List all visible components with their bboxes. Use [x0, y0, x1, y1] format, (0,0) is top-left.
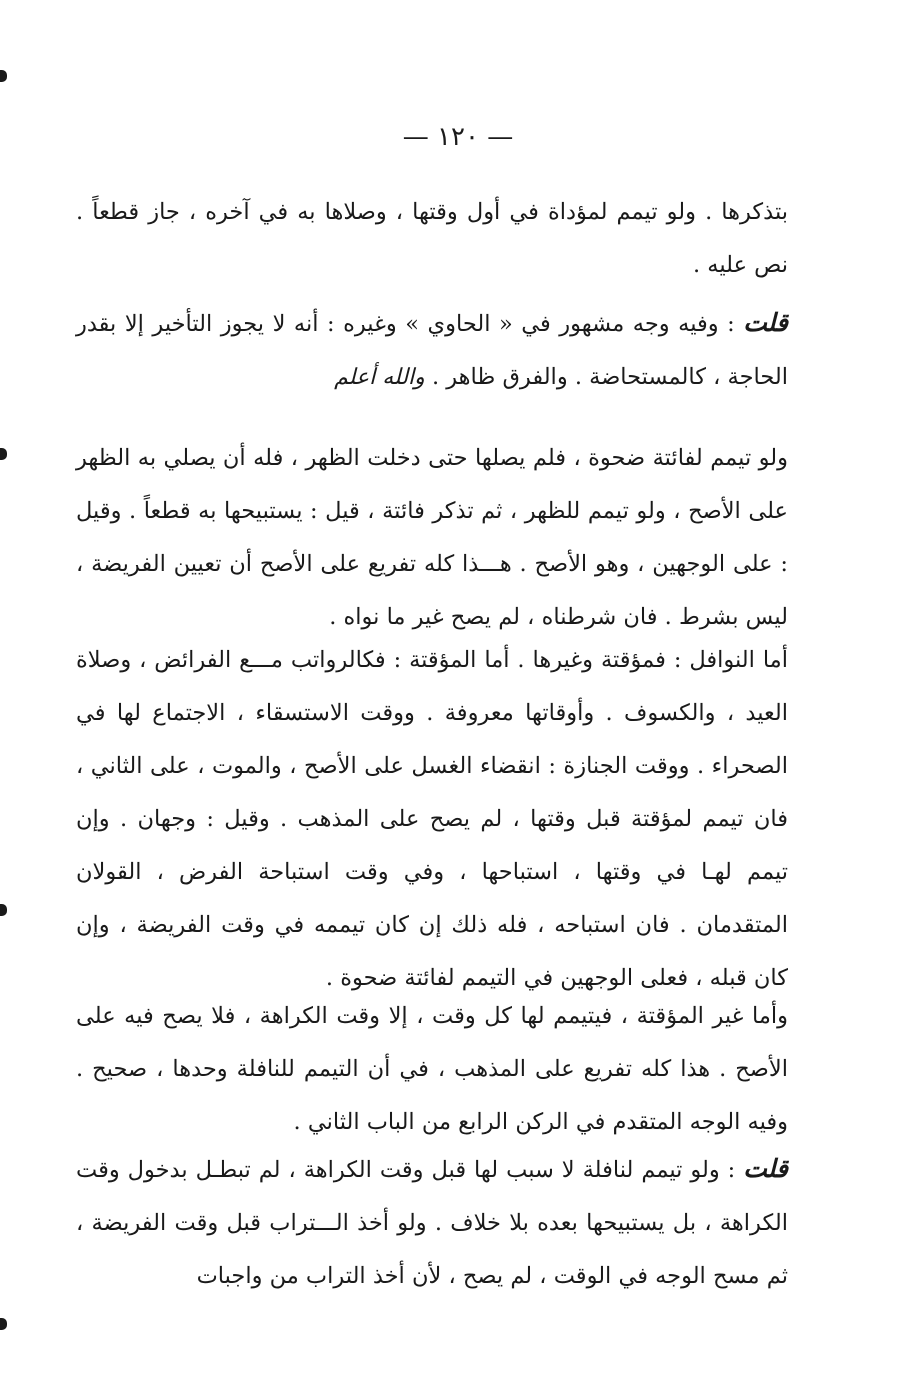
paragraph-2: [76, 296, 788, 404]
scan-edge-mark: [0, 904, 7, 916]
closing-phrase: والله أعلم: [334, 365, 425, 390]
paragraph-6: [76, 1142, 788, 1303]
paragraph-text: بتذكرها . ولو تيمم لمؤداة في أول وقتها ، وصلاها به في آخره ، جاز قطعاً . نص عليه .: [76, 199, 788, 278]
paragraph-text: : ولو تيمم لنافلة لا سبب لها قبل وقت الكراهة ، لم تبطـل بدخول وقت الكراهة ، بل يستبيحها بعده بلا خلاف . ولو أخذ الـــتراب قبل وقت الفريضة ، ثم مسح الوجه في الوقت ، لم يصح ، لأن أخذ التراب من واجبات: [76, 1157, 788, 1289]
paragraph-3: [76, 432, 788, 644]
scan-edge-mark: [0, 1318, 7, 1330]
paragraph-text: وأما غير المؤقتة ، فيتيمم لها كل وقت ، إلا وقت الكراهة ، فلا يصح فيه على الأصح . هذا كله تفريع على المذهب ، في أن التيمم للنافلة وحدها ، صحيح . وفيه الوجه المتقدم في الركن الرابع من الباب الثاني .: [76, 1003, 788, 1135]
paragraph-5: [76, 990, 788, 1149]
keyword-qult: قلت: [743, 308, 788, 337]
paragraph-text: : وفيه وجه مشهور في « الحاوي » وغيره : أنه لا يجوز التأخير إلا بقدر الحاجة ، كالمستحاضة . والفرق ظاهر .: [76, 311, 788, 390]
paragraph-text: ولو تيمم لفائتة ضحوة ، فلم يصلها حتى دخلت الظهر ، فله أن يصلي به الظهر على الأصح ، ولو تيمم للظهر ، ثم تذكر فائتة ، قيل : يستبيحها به قطعاً . وقيل : على الوجهين ، وهو الأصح . هـــذا كله تفريع على الأصح أن تعيين الفريضة ، ليس بشرط . فان شرطناه ، لم يصح غير ما نواه .: [76, 445, 788, 630]
page-number: — ١٢٠ —: [402, 122, 514, 152]
scan-edge-mark: [0, 70, 7, 82]
scan-edge-mark: [0, 448, 7, 460]
paragraph-1: [76, 186, 788, 292]
keyword-qult: قلت: [743, 1154, 788, 1183]
paragraph-4: [76, 634, 788, 1005]
paragraph-text: أما النوافل : فمؤقتة وغيرها . أما المؤقتة : فكالرواتب مـــع الفرائض ، وصلاة العيد ، والكسوف . وأوقاتها معروفة . ووقت الاستسقاء ، الاجتماع لها في الصحراء . ووقت الجنازة : انقضاء الغسل على الأصح ، والموت ، على الثاني ، فان تيمم لمؤقتة قبل وقتها ، لم يصح على المذهب . وقيل : وجهان . وإن تيمم لهـا في وقتها ، استباحها ، وفي وقت استباحة الفرض ، القولان المتقدمان . فان استباحه ، فله ذلك إن كان تيممه في وقت الفريضة ، وإن كان قبله ، فعلى الوجهين في التيمم لفائتة ضحوة .: [76, 647, 788, 991]
